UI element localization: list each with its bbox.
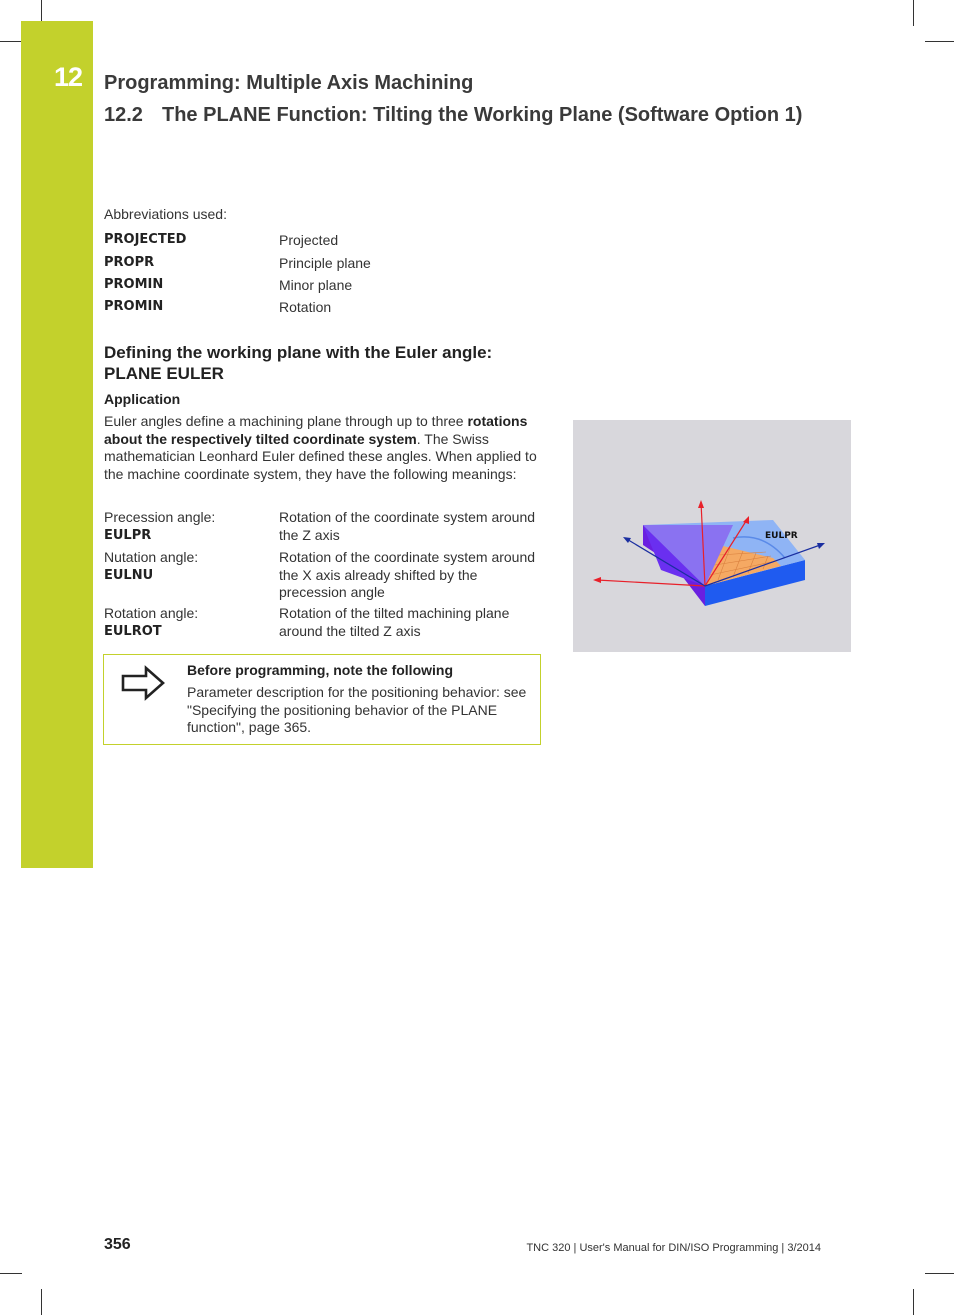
page-number: 356 [104,1236,131,1253]
figure-label: EULPR [765,531,798,541]
note-title: Before programming, note the following [187,662,453,678]
euler-plane-diagram [573,420,851,652]
paragraph-text: Euler angles define a machining plane through up to three [104,413,468,429]
euler-figure [573,420,851,652]
crop-mark [913,0,914,26]
abbreviations-intro: Abbreviations used: [104,206,227,222]
definition-description: Rotation of the coordinate system around the X axis already shifted by the precession angle [279,549,536,600]
crop-mark [925,41,954,42]
definition-label [104,605,274,640]
application-heading: Application [104,391,181,407]
section-title [104,104,802,127]
abbreviation-row [104,255,544,273]
heading-line: Defining the working plane with the Euler angle: [104,343,493,362]
heading-line: PLANE EULER [104,364,224,383]
section-title-text: The PLANE Function: Tilting the Working Plane (Software Option 1) [162,104,803,126]
note-box [103,654,541,745]
abbreviation-term: PROJECTED [104,232,187,247]
abbreviation-term: PROMIN [104,277,164,292]
definition-keyword: EULPR [104,527,152,543]
chapter-number: 12 [54,62,83,92]
paragraph-text: . The Swiss mathematician Leonhard Euler defined these angles. When applied to the machine coordinate system, they have the following meanings: [104,430,537,482]
chapter-title: Programming: Multiple Axis Machining [104,72,474,94]
definition-label-text: Rotation angle: [104,605,199,621]
subsection-heading [104,342,544,384]
crop-mark [913,1289,914,1315]
definition-label-text: Precession angle: [104,509,216,525]
definition-keyword: EULROT [104,623,162,639]
crop-mark [41,1289,42,1315]
chapter-tab [21,21,93,868]
abbreviation-term: PROMIN [104,299,164,314]
abbreviation-row [104,299,544,317]
paragraph-bold-text: rotations about the respectively tilted coordinate system [104,413,528,447]
abbreviation-meaning: Principle plane [279,255,371,271]
note-body: Parameter description for the positioning behavior: see "Specifying the positioning behavior of the PLANE function", page 365. [187,684,527,735]
definition-label [104,549,274,584]
definition-label-text: Nutation angle: [104,549,199,565]
arrow-right-icon [120,665,166,701]
definition-description: Rotation of the coordinate system around the Z axis [279,509,536,543]
crop-mark [925,1273,954,1274]
abbreviation-meaning: Minor plane [279,277,353,293]
definition-label [104,509,274,544]
abbreviation-row [104,277,544,295]
application-paragraph [104,413,544,483]
abbreviation-row [104,232,544,250]
abbreviation-term: PROPR [104,255,155,270]
abbreviation-meaning: Rotation [279,299,332,315]
section-number: 12.2 [104,104,143,126]
abbreviation-meaning: Projected [279,232,339,248]
definition-description: Rotation of the tilted machining plane around the tilted Z axis [279,605,510,639]
crop-mark [0,1273,22,1274]
footer-text: TNC 320 | User's Manual for DIN/ISO Programming | 3/2014 [526,1242,821,1254]
crop-mark [0,41,22,42]
definition-keyword: EULNU [104,567,154,583]
